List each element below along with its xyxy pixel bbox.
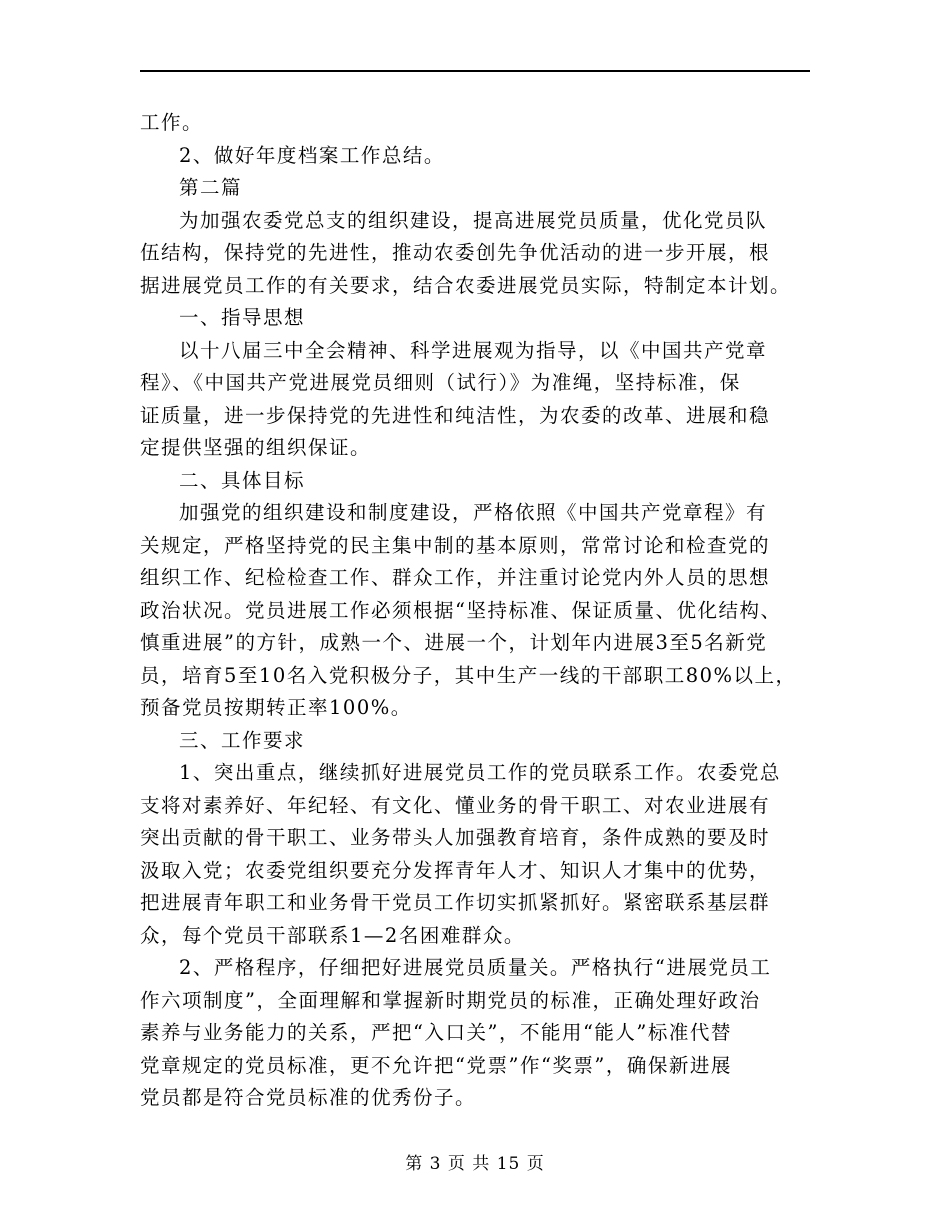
text-line: 一、指导思想 bbox=[179, 306, 306, 329]
text-line: 2、严格程序，仔细把好进展党员质量关。严格执行“进展党员工 bbox=[179, 956, 772, 979]
document-body bbox=[140, 107, 820, 1115]
text-line: 第二篇 bbox=[179, 176, 243, 199]
text-line: 慎重进展”的方针，成熟一个、进展一个，计划年内进展3至5名新党 bbox=[140, 631, 768, 654]
text-line: 员，培育5至10名入党积极分子，其中生产一线的干部职工80%以上， bbox=[140, 663, 797, 687]
text-line: 作六项制度”，全面理解和掌握新时期党员的标准，正确处理好政治 bbox=[140, 988, 761, 1012]
text-line: 把进展青年职工和业务骨干党员工作切实抓紧抓好。紧密联系基层群 bbox=[140, 891, 771, 914]
text-line: 组织工作、纪检检查工作、群众工作，并注重讨论党内外人员的思想 bbox=[140, 566, 771, 589]
text-line: 为加强农委党总支的组织建设，提高进展党员质量，优化党员队 bbox=[179, 208, 768, 232]
text-line: 众，每个党员干部联系1—2名困难群众。 bbox=[140, 923, 525, 947]
text-line: 政治状况。党员进展工作必须根据“坚持标准、保证质量、优化结构、 bbox=[140, 598, 782, 622]
text-line: 三、工作要求 bbox=[179, 728, 306, 752]
text-line: 预备党员按期转正率100%。 bbox=[140, 696, 412, 719]
text-line: 加强党的组织建设和制度建设，严格依照《中国共产党章程》有 bbox=[179, 501, 768, 524]
page-footer: 第 3 页 共 15 页 bbox=[405, 1154, 545, 1174]
text-line: 1、突出重点，继续抓好进展党员工作的党员联系工作。农委党总 bbox=[179, 761, 781, 784]
text-line: 突出贡献的骨干职工、业务带头人加强教育培育，条件成熟的要及时 bbox=[140, 826, 771, 849]
text-line: 定提供坚强的组织保证。 bbox=[140, 436, 372, 459]
text-line: 关规定，严格坚持党的民主集中制的基本原则，常常讨论和检查党的 bbox=[140, 533, 771, 557]
text-line: 据进展党员工作的有关要求，结合农委进展党员实际，特制定本计划。 bbox=[140, 273, 792, 297]
text-line: 二、具体目标 bbox=[179, 468, 306, 492]
text-line: 以十八届三中全会精神、科学进展观为指导，以《中国共产党章 bbox=[179, 338, 768, 362]
text-line: 程》、《中国共产党进展党员细则（试行）》为准绳，坚持标准，保 bbox=[140, 371, 741, 394]
text-line: 2、做好年度档案工作总结。 bbox=[179, 143, 445, 167]
text-line: 汲取入党；农委党组织要充分发挥青年人才、知识人才集中的优势， bbox=[140, 858, 771, 882]
text-line: 党章规定的党员标准，更不允许把“党票”作“奖票”，确保新进展 bbox=[140, 1053, 732, 1077]
text-line: 证质量，进一步保持党的先进性和纯洁性，为农委的改革、进展和稳 bbox=[140, 403, 771, 427]
header-rule bbox=[140, 70, 810, 72]
text-line: 素养与业务能力的关系，严把“入口关”，不能用“能人”标准代替 bbox=[140, 1021, 732, 1044]
text-line: 工作。 bbox=[140, 111, 204, 134]
text-line: 支将对素养好、年纪轻、有文化、懂业务的骨干职工、对农业进展有 bbox=[140, 793, 771, 817]
text-line: 党员都是符合党员标准的优秀份子。 bbox=[140, 1086, 477, 1109]
text-line: 伍结构，保持党的先进性，推动农委创先争优活动的进一步开展，根 bbox=[140, 241, 771, 264]
